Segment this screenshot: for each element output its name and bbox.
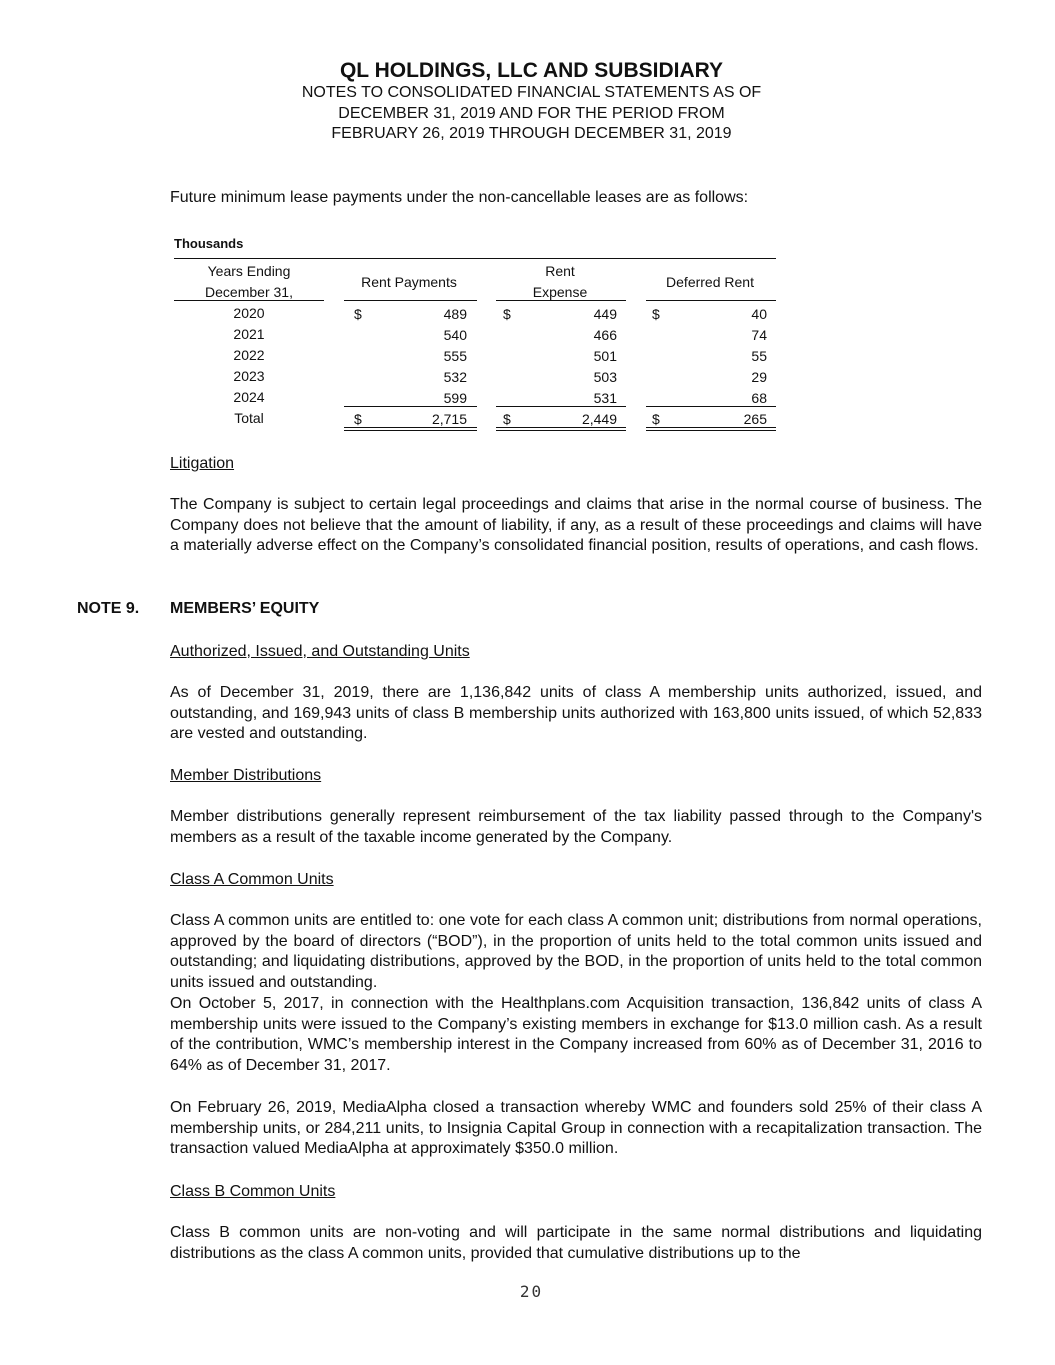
total-double-rule-deferred: [646, 430, 776, 431]
subtotal-rule-deferred: [646, 406, 776, 407]
header-line-1: NOTES TO CONSOLIDATED FINANCIAL STATEMENTS AS OF: [301, 84, 762, 101]
lease-intro-text: Future minimum lease payments under the non-cancellable leases are as follows:: [170, 189, 749, 206]
total-double-rule-payments: [344, 430, 477, 431]
class-b-paragraph: Class B common units are non-voting and will participate in the same normal distributions and liquidating distributions as the class A common units, provided that cumulative distributions up to the: [170, 1224, 982, 1262]
litigation-heading: Litigation: [170, 455, 235, 472]
class-a-paragraph-1: Class A common units are entitled to: one vote for each class A common unit; distributions from normal operations, approved by the board of directors (“BOD”), in the proportion of units held to the total common units issued and outstanding; and liquidating distributions, approved by the BOD, in the proportion of units held to the total common units issued and outstanding.: [170, 912, 982, 991]
header-line-3: FEBRUARY 26, 2019 THROUGH DECEMBER 31, 2019: [331, 125, 732, 142]
row-year: 2023: [233, 368, 265, 384]
header-rule-deferred: [646, 300, 776, 301]
row-expense: 449: [593, 306, 617, 322]
row-year: 2021: [233, 326, 265, 342]
row-payments: 540: [443, 327, 467, 343]
row-payments: 555: [443, 348, 467, 364]
note-number: NOTE 9.: [77, 600, 140, 617]
row-deferred: 68: [751, 390, 767, 406]
header-december-31: December 31,: [205, 284, 293, 300]
units-paragraph: As of December 31, 2019, there are 1,136,842 units of class A membership units authorized, issued, and outstanding, and 169,943 units of class B membership units authorized with 163,800 units issued, of which 52,833 are vested and outstanding.: [170, 684, 982, 743]
row-deferred: 40: [751, 306, 767, 322]
total-double-rule-payments: [344, 427, 477, 428]
header-rent: Rent: [545, 263, 575, 279]
total-deferred: 265: [743, 411, 767, 427]
row-expense: 501: [593, 348, 617, 364]
units-heading: Authorized, Issued, and Outstanding Units: [170, 643, 470, 660]
header-years-ending: Years Ending: [207, 263, 291, 279]
page-header: [0, 58, 1055, 145]
class-a-paragraph-2: On October 5, 2017, in connection with the Healthplans.com Acquisition transaction, 136,842 units of class A membership units were issued to the Company’s existing members in exchange for $13.0 million cash. As a result of the contribution, WMC’s membership interest in the Company increased from 60% as of December 31, 2016 to 64% as of December 31, 2017.: [170, 995, 982, 1074]
row-expense: 466: [593, 327, 617, 343]
currency-symbol: $: [652, 411, 660, 427]
total-label: Total: [234, 410, 264, 426]
currency-symbol: $: [354, 306, 362, 322]
class-a-paragraph-3: On February 26, 2019, MediaAlpha closed a transaction whereby WMC and founders sold 25% of their class A membership units, or 284,211 units, to Insignia Capital Group in connection with a recapitalization transaction. The transaction valued MediaAlpha at approximately $350.0 million.: [170, 1099, 982, 1158]
litigation-paragraph: The Company is subject to certain legal proceedings and claims that arise in the normal course of business. The Company does not believe that the amount of liability, if any, as a result of these proceedings and claims will have a materially adverse effect on the Company’s consolidated financial position, results of operations, and cash flows.: [170, 496, 982, 555]
row-year: 2020: [233, 305, 265, 321]
row-deferred: 74: [751, 327, 767, 343]
note-title: MEMBERS’ EQUITY: [170, 600, 320, 617]
class-b-heading: Class B Common Units: [170, 1183, 336, 1200]
distributions-heading: Member Distributions: [170, 767, 322, 784]
header-rule-year: [174, 300, 324, 301]
row-deferred: 55: [751, 348, 767, 364]
row-year: 2024: [233, 389, 265, 405]
total-double-rule-expense: [496, 430, 626, 431]
header-rule-expense: [496, 300, 626, 301]
table-top-rule: [174, 258, 776, 259]
company-name: QL HOLDINGS, LLC AND SUBSIDIARY: [339, 59, 724, 82]
total-expense: 2,449: [581, 411, 617, 427]
row-payments: 599: [443, 390, 467, 406]
row-payments: 532: [443, 369, 467, 385]
row-payments: 489: [443, 306, 467, 322]
header-deferred-rent: Deferred Rent: [666, 274, 754, 290]
row-deferred: 29: [751, 369, 767, 385]
currency-symbol: $: [652, 306, 660, 322]
header-rent-payments: Rent Payments: [361, 274, 457, 290]
total-payments: 2,715: [431, 411, 467, 427]
class-a-heading: Class A Common Units: [170, 871, 334, 888]
distributions-paragraph: Member distributions generally represent reimbursement of the tax liability passed through to the Company's members as a result of the taxable income generated by the Company.: [170, 808, 982, 846]
currency-symbol: $: [354, 411, 362, 427]
header-line-2: DECEMBER 31, 2019 AND FOR THE PERIOD FROM: [338, 104, 725, 122]
subtotal-rule-payments: [344, 406, 477, 407]
currency-symbol: $: [503, 411, 511, 427]
subtotal-rule-expense: [496, 406, 626, 407]
page-number: 20: [519, 1282, 544, 1301]
row-expense: 503: [593, 369, 617, 385]
header-rule-payments: [344, 300, 477, 301]
currency-symbol: $: [503, 306, 511, 322]
total-double-rule-expense: [496, 427, 626, 428]
header-expense: Expense: [532, 284, 588, 300]
total-double-rule-deferred: [646, 427, 776, 428]
row-year: 2022: [233, 347, 265, 363]
table-unit-label: Thousands: [174, 236, 244, 251]
row-expense: 531: [593, 390, 617, 406]
